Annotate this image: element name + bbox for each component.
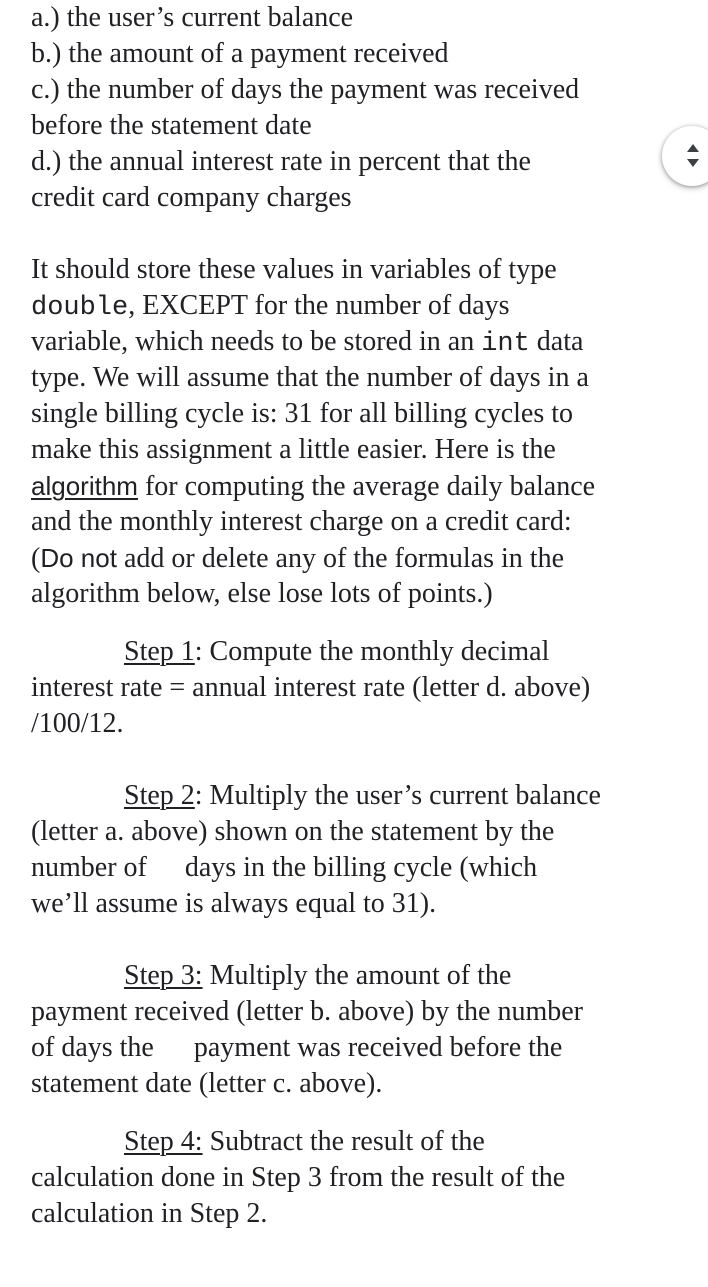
- step-line: (letter a. above) shown on the statement by the: [31, 816, 555, 847]
- step-line: [31, 1124, 681, 1160]
- step-text: payment was received before the: [193, 1032, 563, 1063]
- paragraph-line: [31, 288, 681, 324]
- scroll-up-arrow-icon: [687, 144, 699, 152]
- step-line: calculation done in Step 3 from the result of the: [31, 1162, 566, 1193]
- paragraph-line: type. We will assume that the number of days in a: [31, 362, 589, 393]
- step-3-label: Step 3:: [124, 960, 203, 991]
- paragraph-line: single billing cycle is: 31 for all billing cycles to: [31, 398, 574, 429]
- spacer: [31, 216, 681, 252]
- algorithm-word: algorithm: [31, 471, 138, 501]
- step-4: [31, 1124, 681, 1232]
- step-text: : Multiply the user’s current balance: [194, 780, 601, 811]
- list-item-c-line-2: before the statement date: [31, 110, 312, 141]
- step-4-label: Step 4:: [124, 1126, 203, 1157]
- step-text: : Compute the monthly decimal: [194, 636, 550, 667]
- spacer: [31, 742, 681, 778]
- list-item-d-line-2: credit card company charges: [31, 182, 352, 213]
- step-text: days in the billing cycle (which: [184, 852, 538, 883]
- paragraph-line: algorithm below, else lose lots of points.): [31, 578, 493, 609]
- step-1: [31, 634, 681, 742]
- step-line: calculation in Step 2.: [31, 1198, 268, 1229]
- document-body: [31, 0, 681, 1232]
- spacer: [31, 922, 681, 958]
- paragraph-text: , EXCEPT for the number of days: [128, 290, 510, 321]
- step-line: we’ll assume is always equal to 31).: [31, 888, 437, 919]
- do-not-emphasis: Do not: [40, 543, 117, 573]
- step-line: [31, 958, 681, 994]
- spacer: [31, 612, 681, 634]
- step-text: of days the: [31, 1032, 154, 1063]
- step-line: [31, 778, 681, 814]
- code-double: double: [31, 293, 129, 323]
- step-line: /100/12.: [31, 708, 124, 739]
- step-text: number of: [31, 852, 147, 883]
- paragraph-line: [31, 540, 681, 576]
- step-line: interest rate = annual interest rate (letter d. above): [31, 672, 591, 703]
- step-text: Multiply the amount of the: [202, 960, 512, 991]
- paragraph-line: make this assignment a little easier. Here is the: [31, 434, 556, 465]
- list-item-c-line-1: c.) the number of days the payment was received: [31, 74, 580, 105]
- list-item-d-line-1: d.) the annual interest rate in percent that the: [31, 146, 531, 177]
- step-line: [31, 634, 681, 670]
- paragraph-line: [31, 324, 681, 360]
- step-1-label: Step 1: [124, 636, 195, 667]
- step-2: [31, 778, 681, 922]
- list-item-a: a.) the user’s current balance: [31, 2, 354, 33]
- paragraph-text: add or delete any of the formulas in the: [116, 543, 565, 574]
- step-3: [31, 958, 681, 1102]
- paragraph-text: (: [31, 543, 41, 574]
- scroll-down-arrow-icon: [687, 159, 699, 167]
- input-list: [31, 0, 681, 216]
- code-int: int: [481, 329, 530, 359]
- instructions-paragraph: [31, 252, 681, 612]
- paragraph-text: variable, which needs to be stored in an: [31, 326, 482, 357]
- step-line: [31, 850, 681, 886]
- paragraph-line: [31, 468, 681, 504]
- list-item-b: b.) the amount of a payment received: [31, 38, 449, 69]
- step-text: Subtract the result of the: [202, 1126, 485, 1157]
- paragraph-line: and the monthly interest charge on a credit card:: [31, 506, 572, 537]
- spacer: [31, 1102, 681, 1124]
- paragraph-line: It should store these values in variables of type: [31, 254, 557, 285]
- step-line: payment received (letter b. above) by the number: [31, 996, 583, 1027]
- paragraph-text: for computing the average daily balance: [137, 471, 596, 502]
- step-line: [31, 1030, 681, 1066]
- paragraph-text: data: [529, 326, 584, 357]
- step-line: statement date (letter c. above).: [31, 1068, 383, 1099]
- step-2-label: Step 2: [124, 780, 195, 811]
